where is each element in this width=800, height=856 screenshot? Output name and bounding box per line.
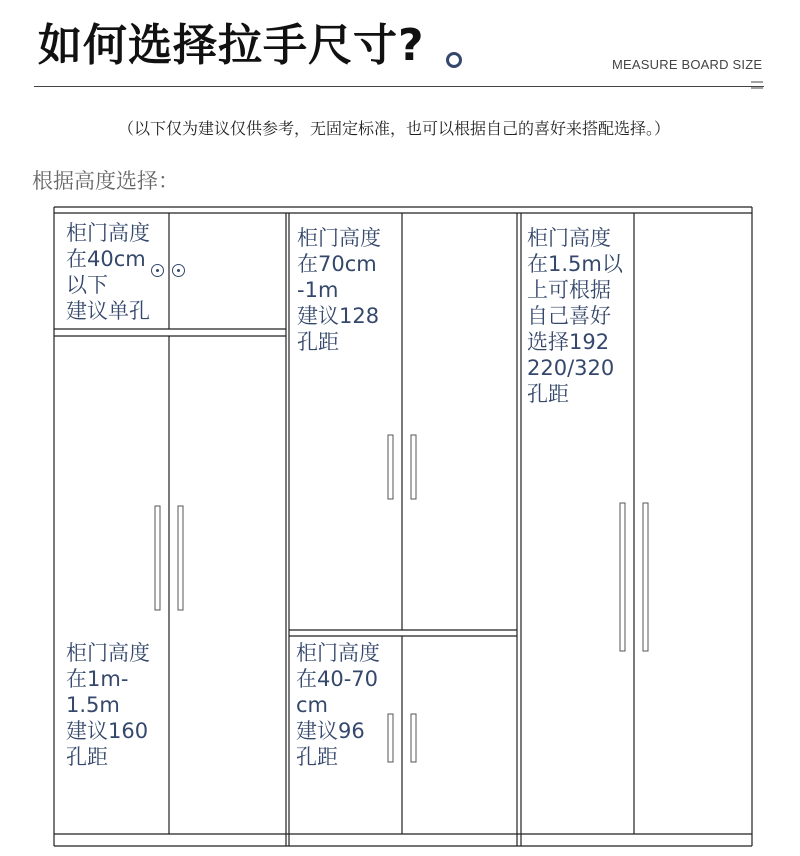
label-1m-1-5m: 柜门高度 在1m- 1.5m 建议160 孔距 [66,641,150,769]
handle-col1-left [155,506,160,610]
handle-col3-right [643,503,648,651]
handle-col1-right [178,506,183,610]
english-subtitle: MEASURE BOARD SIZE [612,57,763,72]
section-heading: 根据高度选择： [32,169,179,193]
label-over-1-5m: 柜门高度 在1.5m以 上可根据 自己喜好 选择192 220/320 孔距 [527,226,623,406]
label-70cm-1m: 柜门高度 在70cm -1m 建议128 孔距 [297,226,381,354]
handle-col2-top-right [411,435,416,499]
handle-col2-top-left [388,435,393,499]
handle-col3-left [620,503,625,651]
single-hole-knob-icon [172,264,185,277]
disclaimer-note: （以下仅为建议仅供参考，无固定标准，也可以根据自己的喜好来搭配选择。） [118,119,671,138]
handle-col2-bottom-right [411,714,416,762]
handle-col2-bottom-left [388,714,393,762]
single-hole-knob-icon [151,264,164,277]
label-under-40cm: 柜门高度 在40cm 以下 建议单孔 [66,221,150,323]
page-title: 如何选择拉手尺寸? [38,20,425,71]
label-40-70cm: 柜门高度 在40-70 cm 建议96 孔距 [296,641,380,769]
